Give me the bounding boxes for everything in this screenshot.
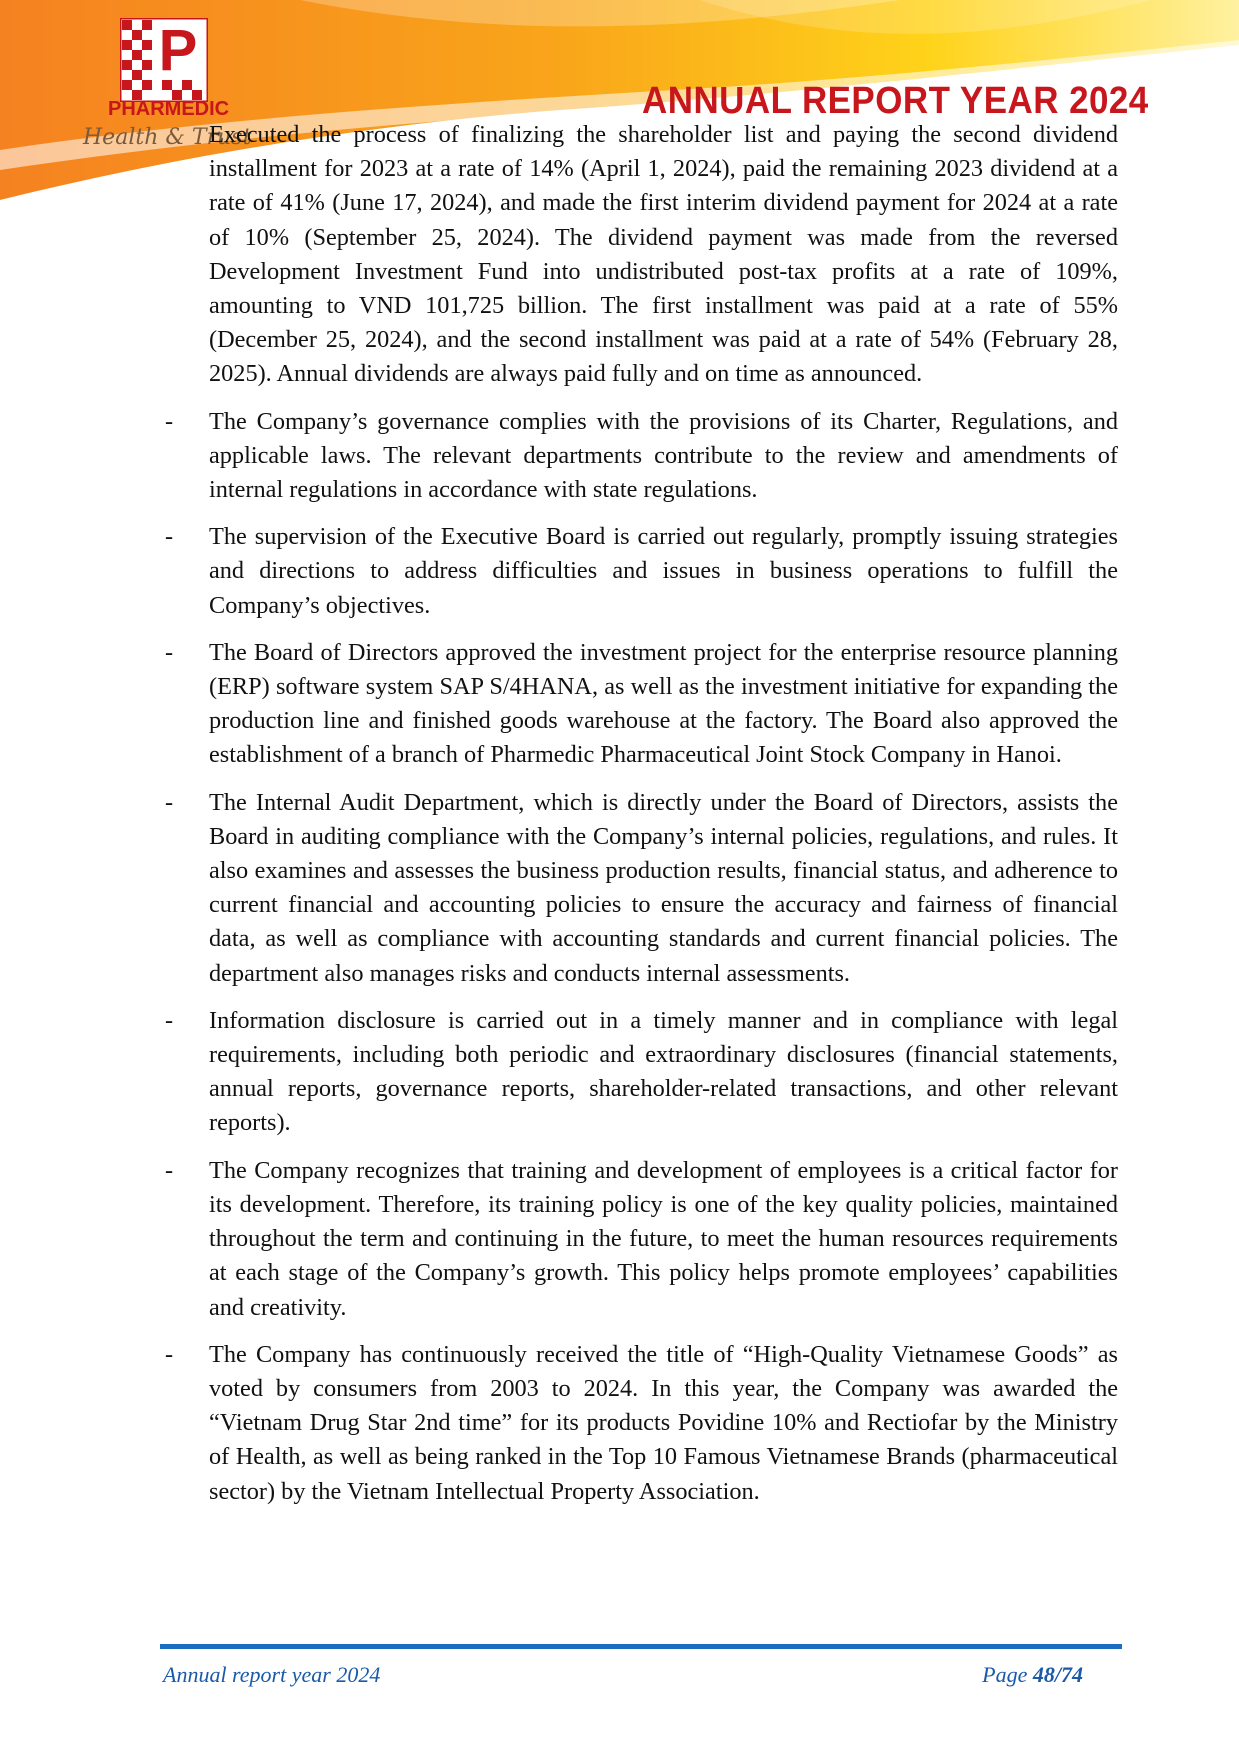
pharmedic-logo (120, 18, 208, 102)
list-item-text: The Company’s governance complies with the provisions of its Charter, Regulations, and applicable laws. The relevant departments contribute to the review and amendments of internal regulations in accordance with state regulations. (209, 407, 1118, 504)
list-item (160, 786, 1118, 991)
bullet-dash: - (165, 1156, 174, 1184)
list-item (160, 1338, 1118, 1509)
list-item-text: The Internal Audit Department, which is directly under the Board of Directors, assists the Board in auditing compliance with the Company’s internal policies, regulations, and rules. It also examines and assesses the business production results, financial status, and adherence to current financial and accounting policies to ensure the accuracy and fairness of financial data, as well as compliance with accounting standards and current financial policies. The department also manages risks and conducts internal assessments. (209, 788, 1118, 987)
list-item (160, 1154, 1118, 1325)
bullet-dash: - (165, 407, 174, 435)
list-item-text: The supervision of the Executive Board is carried out regularly, promptly issuing strategies and directions to address difficulties and issues in business operations to fulfill the Company’s objectives. (209, 523, 1118, 619)
page-number (982, 1662, 1083, 1688)
dividend-paragraph: Executed the process of finalizing the shareholder list and paying the second dividend installment for 2023 at a rate of 14% (April 1, 2024), paid the remaining 2023 dividend at a rate of 41% (June 17, 2024), and made the first interim dividend payment for 2024 at a rate of 10% (September 25, 2024). The dividend payment was made from the reversed Development Investment Fund into undistributed post-tax profits at a rate of 109%, amounting to VND 101,725 billion. The first installment was paid at a rate of 55% (December 25, 2024), and the second installment was paid at a rate of 54% (February 28, 2025). Annual dividends are always paid fully and on time as announced. (209, 121, 1118, 388)
list-item (160, 636, 1118, 773)
list-item (160, 405, 1118, 508)
bullet-dash: - (165, 523, 174, 551)
list-item-text: The Company recognizes that training and development of employees is a critical factor for its development. Therefore, its training policy is one of the key quality policies, maintained throughout the term and continuing in the future, to meet the human resources requirements at each stage of the Company’s growth. This policy helps promote employees’ capabilities and creativity. (209, 1156, 1118, 1321)
footer-report-label: Annual report year 2024 (163, 1662, 381, 1687)
page-count: 48/74 (1032, 1662, 1083, 1687)
bullet-list (160, 405, 1118, 1509)
page-prefix: Page (982, 1662, 1033, 1687)
bullet-dash: - (165, 1006, 174, 1034)
bullet-dash: - (165, 788, 174, 816)
list-item-text: Information disclosure is carried out in a timely manner and in compliance with legal requirements, including both periodic and extraordinary disclosures (financial statements, annual reports, governance reports, shareholder-related transactions, and other relevant reports). (209, 1006, 1118, 1137)
list-item-text: The Board of Directors approved the investment project for the enterprise resource planning (ERP) software system SAP S/4HANA, as well as the investment initiative for expanding the production line and finished goods warehouse at the factory. The Board also approved the establishment of a branch of Pharmedic Pharmaceutical Joint Stock Company in Hanoi. (209, 638, 1118, 769)
brand-name: PHARMEDIC (108, 98, 230, 120)
page-content (160, 118, 1118, 1522)
brand-tagline: Health & Trust (83, 125, 252, 150)
list-item-text: The Company has continuously received the title of “High-Quality Vietnamese Goods” as voted by consumers from 2003 to 2024. In this year, the Company was awarded the “Vietnam Drug Star 2nd time” for its products Povidine 10% and Rectiofar by the Ministry of Health, as well as being ranked in the Top 10 Famous Vietnamese Brands (pharmaceutical sector) by the Vietnam Intellectual Property Association. (209, 1340, 1118, 1505)
report-title: ANNUAL REPORT YEAR 2024 (642, 80, 1149, 122)
footer-divider (160, 1644, 1122, 1649)
logo-letter: P (158, 18, 198, 83)
list-item (160, 520, 1118, 623)
bullet-dash: - (165, 1340, 174, 1368)
list-item (160, 1004, 1118, 1141)
bullet-dash: - (165, 638, 174, 666)
